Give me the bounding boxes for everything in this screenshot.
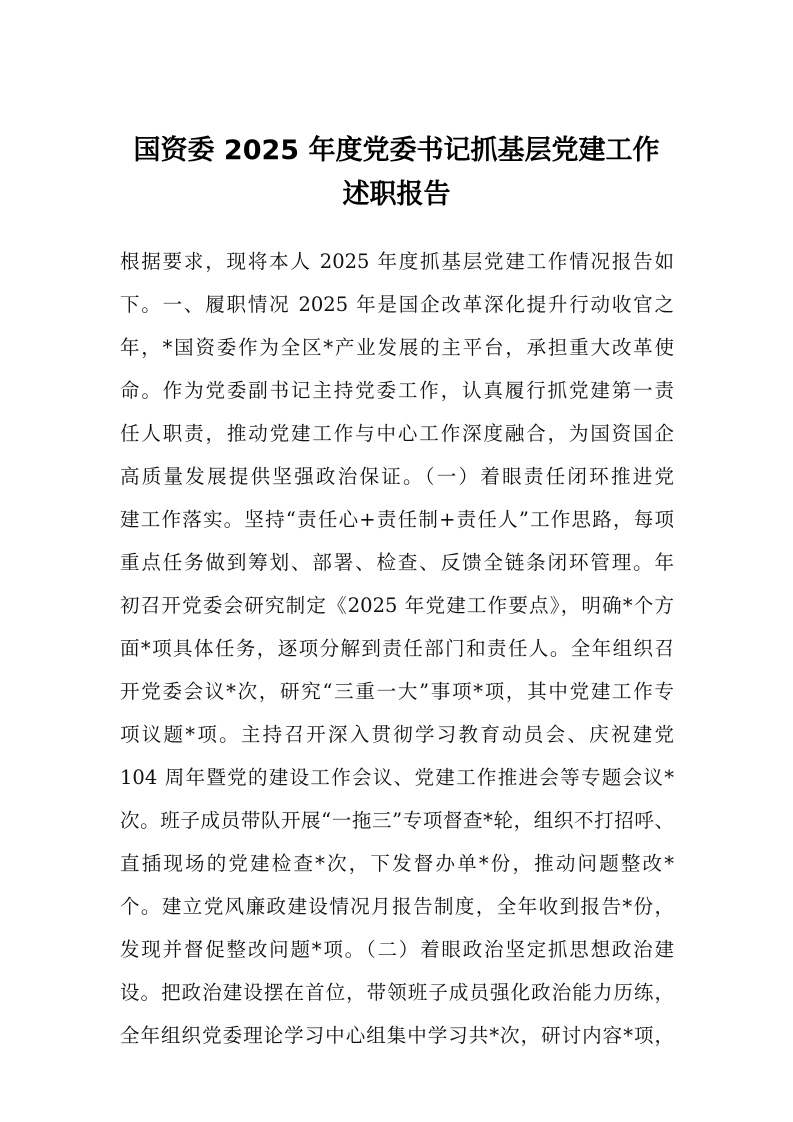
body-line: 下。一、履职情况 2025 年是国企改革深化提升行动收官之	[120, 293, 674, 316]
body-line: 面*项具体任务，逐项分解到责任部门和责任人。全年组织召	[120, 637, 674, 660]
body-line: 发现并督促整改问题*项。（二）着眼政治坚定抓思想政治建	[120, 938, 674, 961]
document-title-line-2: 述职报告	[342, 179, 451, 210]
body-line: 根据要求，现将本人 2025 年度抓基层党建工作情况报告如	[120, 250, 674, 273]
body-line: 全年组织党委理论学习中心组集中学习共*次，研讨内容*项，	[120, 1024, 674, 1047]
body-line: 初召开党委会研究制定《2025 年党建工作要点》，明确*个方	[120, 594, 674, 617]
body-line: 次。班子成员带队开展“一拖三”专项督查*轮，组织不打招呼、	[120, 809, 674, 832]
body-line: 年，*国资委作为全区*产业发展的主平台，承担重大改革使	[120, 336, 674, 359]
body-line: 直插现场的党建检查*次，下发督办单*份，推动问题整改*	[120, 852, 674, 875]
body-line: 命。作为党委副书记主持党委工作，认真履行抓党建第一责	[120, 379, 674, 402]
body-line: 高质量发展提供坚强政治保证。（一）着眼责任闭环推进党	[120, 465, 674, 488]
document-body	[120, 246, 674, 1063]
body-line: 设。把政治建设摆在首位，带领班子成员强化政治能力历练，	[120, 981, 674, 1004]
body-line: 104 周年暨党的建设工作会议、党建工作推进会等专题会议*	[120, 766, 674, 789]
body-line: 项议题*项。主持召开深入贯彻学习教育动员会、庆祝建党	[120, 723, 674, 746]
document-title-line-1: 国资委 2025 年度党委书记抓基层党建工作	[133, 135, 660, 166]
body-line: 开党委会议*次，研究“三重一大”事项*项，其中党建工作专	[120, 680, 674, 703]
body-line: 重点任务做到筹划、部署、检查、反馈全链条闭环管理。年	[120, 551, 674, 574]
body-line: 建工作落实。坚持“责任心+责任制+责任人”工作思路，每项	[120, 508, 674, 531]
body-line: 个。建立党风廉政建设情况月报告制度，全年收到报告*份，	[120, 895, 674, 918]
body-line: 任人职责，推动党建工作与中心工作深度融合，为国资国企	[120, 422, 674, 445]
